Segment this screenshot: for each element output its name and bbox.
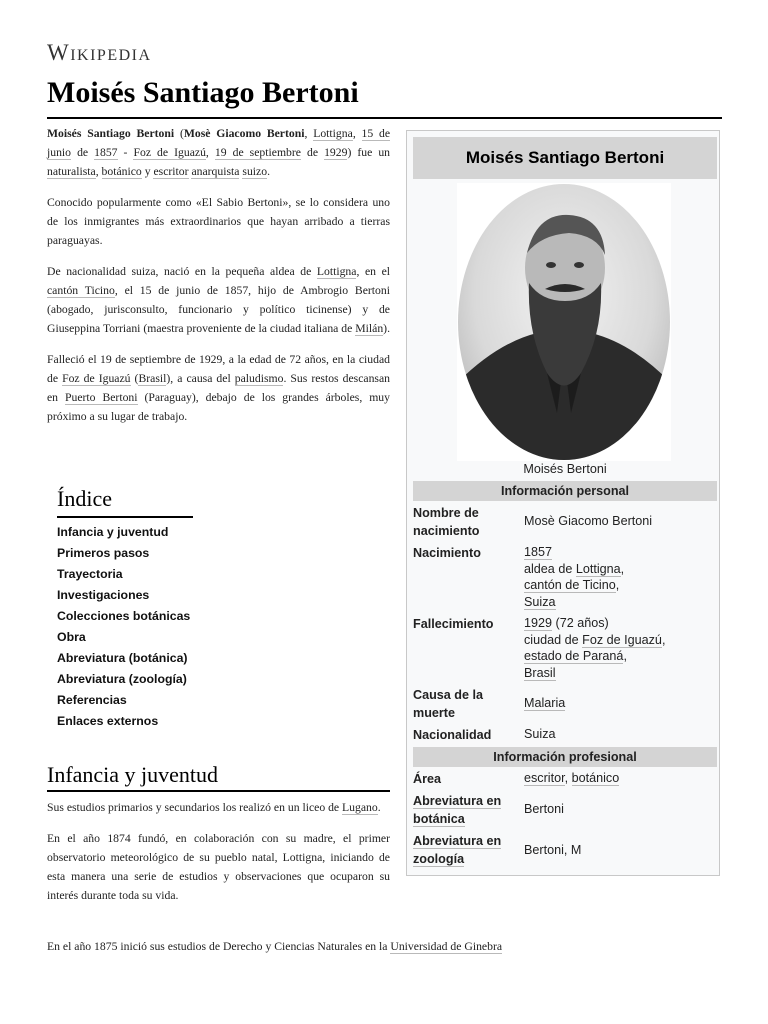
text: (	[174, 127, 184, 140]
toc-item-obra[interactable]: Obra	[57, 630, 86, 644]
label-abbr-zoology[interactable]	[413, 832, 518, 868]
intro-paragraph-3	[47, 262, 390, 338]
link-universidad-ginebra[interactable]: Universidad de Ginebra	[390, 940, 503, 953]
toc-item-infancia[interactable]: Infancia y juventud	[57, 525, 169, 539]
text: Falleció el 19 de septiembre de 1929, a la edad de 72 años, en la ciudad de	[47, 353, 390, 385]
text: y	[141, 165, 154, 178]
link-death-date[interactable]: 19 de septiembre	[214, 146, 301, 159]
birth-name: Mosè Giacomo Bertoni	[183, 127, 305, 140]
link-birth-date[interactable]: 15 de junio	[47, 127, 391, 159]
text: ) fue un	[347, 146, 391, 159]
link-birth-year-infobox[interactable]: 1857	[524, 545, 553, 559]
toc-item-colecciones[interactable]: Colecciones botánicas	[57, 609, 191, 623]
value-birth-name: Mosè Giacomo Bertoni	[524, 514, 653, 528]
text: de	[71, 146, 95, 159]
toc-title: Índice	[57, 486, 112, 511]
text: ,	[95, 165, 102, 178]
link-death-year-infobox[interactable]: 1929	[524, 616, 553, 630]
link-puerto-bertoni[interactable]: Puerto Bertoni	[64, 391, 138, 404]
text: -	[117, 146, 134, 159]
toc-item-enlaces-externos[interactable]: Enlaces externos	[57, 714, 159, 728]
infobox	[406, 130, 720, 876]
text: En el año 1875 inició sus estudios de Derecho y Ciencias Naturales en la	[47, 940, 391, 953]
text: , el 15 de junio de 1857, hijo de Ambrogio Bertoni (abogado, jurisconsulto, funcionario y político ticinense) y de Giuseppina Torriani (maestra proveniente de la ciudad italiana de	[47, 284, 390, 335]
link-anarquista[interactable]: anarquista	[191, 165, 240, 178]
text: ,	[352, 127, 362, 140]
text: ciudad de	[524, 632, 583, 647]
link-lottigna-2[interactable]: Lottigna	[316, 265, 357, 278]
link-foz-de-iguazu[interactable]: Foz de Iguazú	[133, 146, 206, 159]
text: ,	[620, 561, 625, 576]
page-title: Moisés Santiago Bertoni	[47, 76, 359, 109]
label-birth: Nacimiento	[413, 546, 481, 560]
toc-item-referencias[interactable]: Referencias	[57, 693, 127, 707]
section-paragraph-2: En el año 1874 fundó, en colaboración con su madre, el primer observatorio meteorológico de su pueblo natal, Lottigna, iniciando de esta manera una serie de estudios y observaciones que ocuparon su interés durante toda su vida.	[47, 832, 390, 902]
text: (Paraguay), debajo de los grandes árboles, muy próximo a su lugar de trabajo.	[47, 391, 390, 423]
value-abbr-zoology: Bertoni, M	[524, 843, 582, 857]
text: ,	[304, 127, 314, 140]
toc-item-abreviatura-zoologia[interactable]: Abreviatura (zoología)	[57, 672, 187, 686]
text: ).	[383, 322, 390, 335]
intro-paragraph-1	[47, 124, 390, 181]
text: (72 años)	[552, 616, 609, 630]
text: (	[130, 372, 139, 385]
link-milan[interactable]: Milán	[355, 322, 384, 335]
label-birth-name: Nombre de nacimiento	[413, 506, 480, 538]
intro-paragraph-4	[47, 350, 390, 426]
toc-divider	[57, 516, 193, 518]
text: de	[300, 146, 325, 159]
link-escritor[interactable]: escritor	[153, 165, 189, 178]
section-divider	[47, 790, 390, 792]
section-professional-info: Información profesional	[413, 747, 717, 767]
text: ,	[205, 146, 215, 159]
value-abbr-botany: Bertoni	[524, 802, 564, 816]
text: .	[377, 801, 381, 814]
link-birth-year[interactable]: 1857	[94, 146, 118, 159]
link-brasil-infobox[interactable]: Brasil	[524, 665, 556, 680]
text: ,	[564, 771, 572, 785]
label-death: Fallecimiento	[413, 617, 494, 631]
text: ,	[615, 578, 620, 592]
label-abbr-botany[interactable]	[413, 792, 518, 828]
wikipedia-wordmark[interactable]: Wikipedia	[47, 40, 152, 65]
link-canton-ticino[interactable]: cantón Ticino	[47, 284, 115, 297]
title-divider	[47, 117, 722, 119]
link-suiza-infobox[interactable]: Suiza	[524, 594, 556, 609]
link-foz-de-iguazu-2[interactable]: Foz de Iguazú	[62, 372, 131, 385]
link-escritor-infobox[interactable]: escritor	[524, 771, 565, 785]
section-heading-infancia: Infancia y juventud	[47, 762, 219, 787]
intro-paragraph-2: Conocido popularmente como «El Sabio Bertoni», se lo considera uno de los inmigrantes más extraordinarios que hayan arribado a tierras paraguayas.	[47, 196, 390, 247]
link-brasil[interactable]: Brasil	[138, 372, 167, 385]
text: Sus estudios primarios y secundarios los realizó en un liceo de	[47, 801, 343, 814]
subject-name: Moisés Santiago Bertoni	[47, 127, 175, 140]
label-nationality: Nacionalidad	[413, 728, 492, 742]
infobox-title: Moisés Santiago Bertoni	[413, 137, 717, 179]
text: Abreviatura en zoología	[413, 834, 502, 866]
toc-list	[57, 522, 257, 732]
section-paragraph-1	[47, 798, 390, 817]
link-paludismo[interactable]: paludismo	[234, 372, 284, 385]
label-area: Área	[413, 772, 442, 786]
value-death	[524, 615, 714, 681]
text: .	[267, 165, 270, 178]
label-cause: Causa de la muerte	[413, 688, 483, 720]
text: . Sus restos descansan en	[47, 372, 391, 404]
text: , en el	[356, 265, 391, 278]
section-personal-info: Información personal	[413, 481, 717, 501]
text: ), a causa del	[166, 372, 235, 385]
text: aldea de	[524, 561, 576, 576]
link-parana-infobox[interactable]: estado de Paraná	[524, 649, 624, 663]
link-canton-ticino-infobox[interactable]: cantón de Ticino	[524, 578, 616, 592]
table-of-contents	[57, 486, 257, 732]
portrait-image[interactable]	[457, 183, 671, 461]
link-foz-infobox[interactable]: Foz de Iguazú	[582, 632, 662, 647]
link-suizo[interactable]: suizo	[242, 165, 268, 178]
link-death-year[interactable]: 1929	[324, 146, 348, 159]
value-birth	[524, 544, 714, 610]
value-area	[524, 770, 714, 787]
link-botanico[interactable]: botánico	[101, 165, 142, 178]
portrait-caption: Moisés Bertoni	[523, 462, 607, 476]
section-infancia-body	[47, 798, 390, 917]
link-lugano[interactable]: Lugano	[342, 801, 378, 814]
section-paragraph-3	[47, 937, 747, 956]
value-cause	[524, 695, 714, 712]
toc-item-primeros-pasos[interactable]: Primeros pasos	[57, 546, 150, 560]
text: De nacionalidad suiza, nació en la pequeña aldea de	[47, 265, 317, 278]
toc-item-trayectoria[interactable]: Trayectoria	[57, 567, 123, 581]
toc-item-investigaciones[interactable]: Investigaciones	[57, 588, 150, 602]
toc-item-abreviatura-botanica[interactable]: Abreviatura (botánica)	[57, 651, 188, 665]
link-lottigna-infobox[interactable]: Lottigna	[575, 561, 621, 576]
portrait-photo	[457, 183, 671, 461]
intro-section	[47, 124, 390, 438]
value-nationality: Suiza	[524, 727, 556, 741]
text: ,	[661, 632, 666, 647]
text: ,	[623, 649, 627, 663]
text: Abreviatura en botánica	[413, 794, 502, 826]
link-naturalista[interactable]: naturalista	[47, 165, 96, 178]
link-malaria[interactable]: Malaria	[524, 696, 566, 710]
link-lottigna[interactable]: Lottigna	[313, 127, 353, 140]
link-botanico-infobox[interactable]: botánico	[571, 771, 620, 785]
